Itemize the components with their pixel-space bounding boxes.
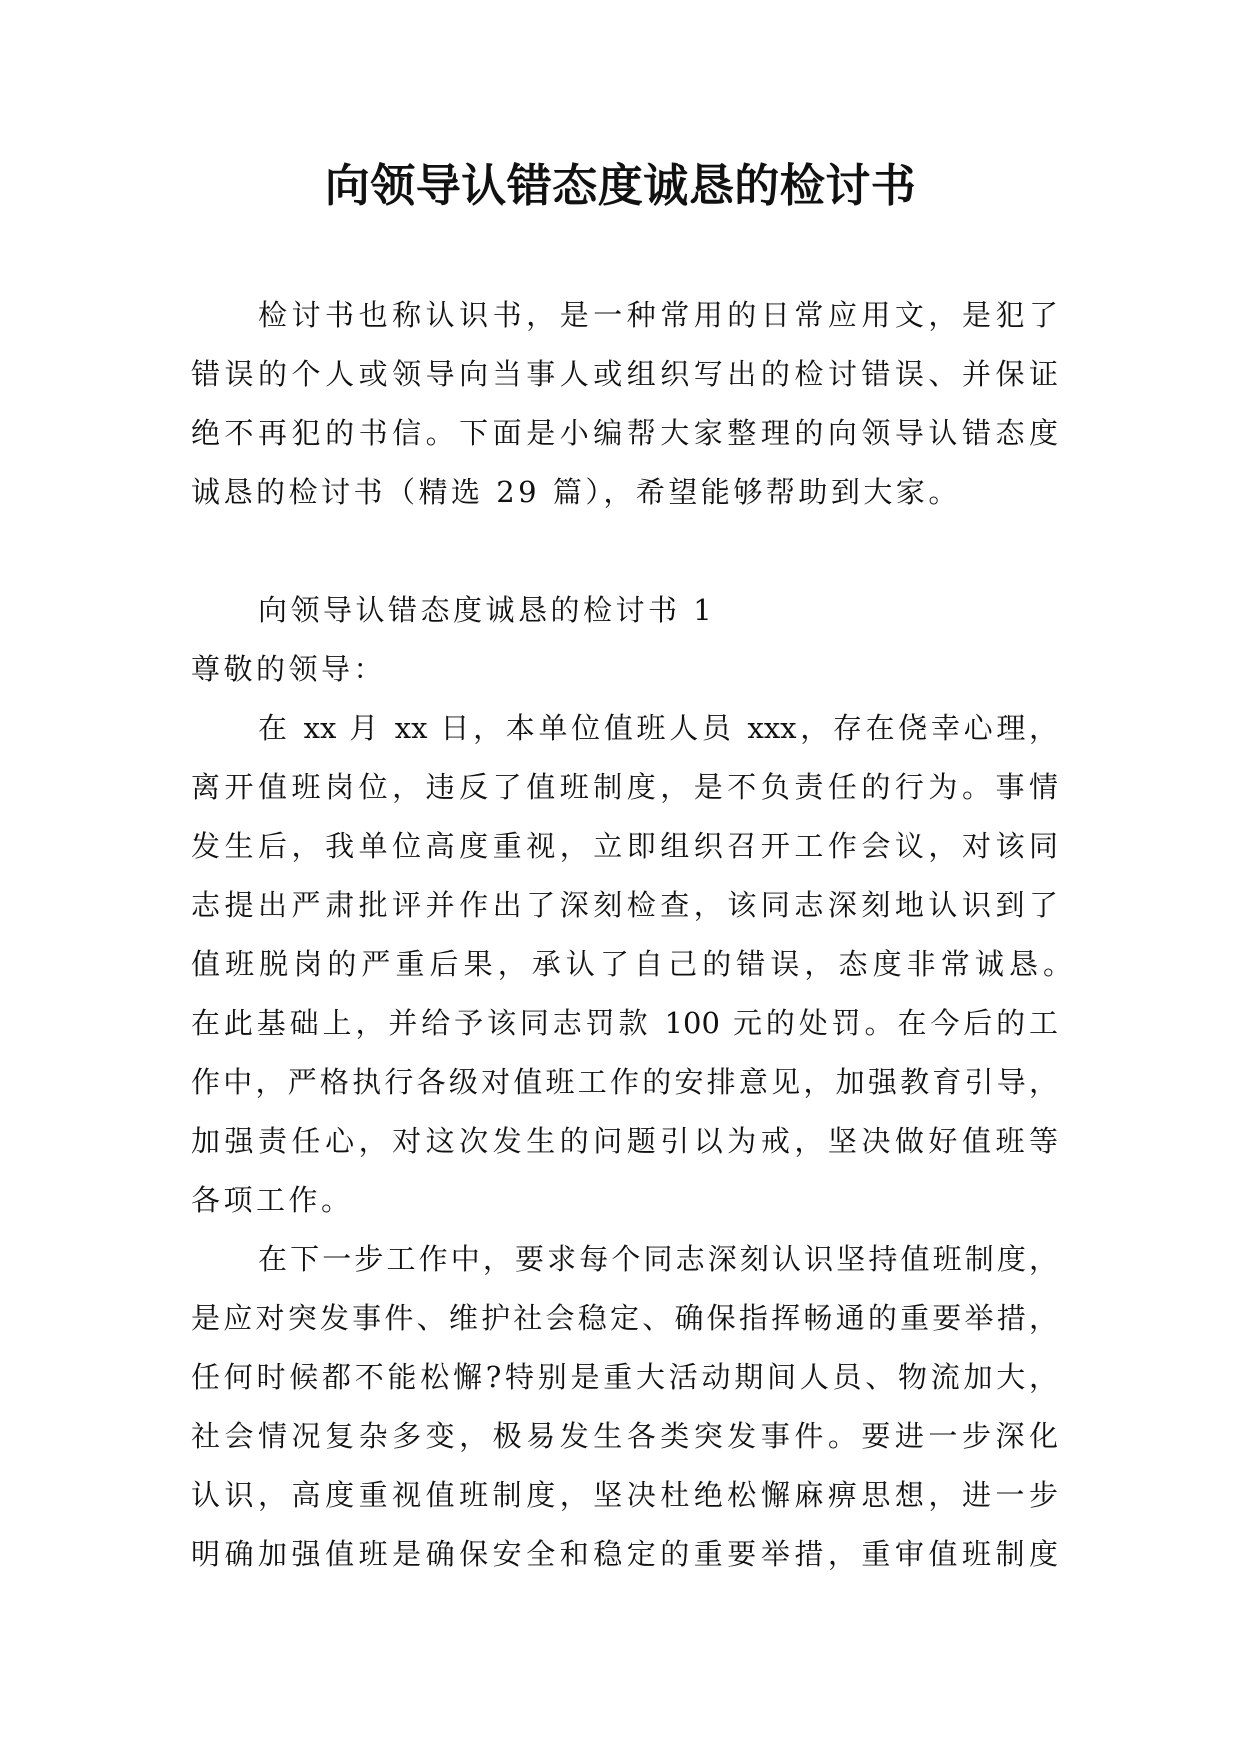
intro-line: 错误的个人或领导向当事人或组织写出的检讨错误、并保证	[191, 357, 1058, 391]
section-paragraph-2	[191, 1230, 1058, 1584]
paragraph-line: 在 xx 月 xx 日，本单位值班人员 xxx，存在侥幸心理，	[258, 711, 1058, 745]
paragraph-line: 社会情况复杂多变，极易发生各类突发事件。要进一步深化	[191, 1419, 1058, 1453]
paragraph-line: 发生后，我单位高度重视，立即组织召开工作会议，对该同	[191, 829, 1058, 863]
intro-line: 绝不再犯的书信。下面是小编帮大家整理的向领导认错态度	[191, 416, 1058, 450]
paragraph-line: 明确加强值班是确保安全和稳定的重要举措，重审值班制度	[191, 1537, 1058, 1571]
paragraph-line: 离开值班岗位，违反了值班制度，是不负责任的行为。事情	[191, 770, 1058, 804]
intro-line: 诚恳的检讨书（精选 29 篇），希望能够帮助到大家。	[191, 475, 961, 509]
intro-paragraph	[191, 286, 1058, 522]
paragraph-line: 是应对突发事件、维护社会稳定、确保指挥畅通的重要举措，	[191, 1301, 1058, 1335]
intro-line: 检讨书也称认识书，是一种常用的日常应用文，是犯了	[258, 298, 1058, 332]
paragraph-line: 在此基础上，并给予该同志罚款 100 元的处罚。在今后的工	[191, 1006, 1058, 1040]
salutation: 尊敬的领导：	[191, 652, 387, 686]
section-heading: 向领导认错态度诚恳的检讨书 1	[258, 593, 716, 627]
paragraph-line: 值班脱岗的严重后果，承认了自己的错误，态度非常诚恳。	[191, 947, 1072, 981]
document-title: 向领导认错态度诚恳的检讨书	[324, 159, 917, 212]
paragraph-line: 志提出严肃批评并作出了深刻检查，该同志深刻地认识到了	[191, 888, 1058, 922]
paragraph-line: 任何时候都不能松懈?特别是重大活动期间人员、物流加大，	[191, 1360, 1058, 1394]
paragraph-line: 在下一步工作中，要求每个同志深刻认识坚持值班制度，	[258, 1242, 1058, 1276]
paragraph-line: 加强责任心，对这次发生的问题引以为戒，坚决做好值班等	[191, 1124, 1058, 1158]
paragraph-line: 作中，严格执行各级对值班工作的安排意见，加强教育引导，	[191, 1065, 1058, 1099]
paragraph-line: 各项工作。	[191, 1183, 354, 1217]
section-paragraph-1	[191, 699, 1072, 1230]
paragraph-line: 认识，高度重视值班制度，坚决杜绝松懈麻痹思想，进一步	[191, 1478, 1058, 1512]
document-body	[191, 286, 1072, 1584]
